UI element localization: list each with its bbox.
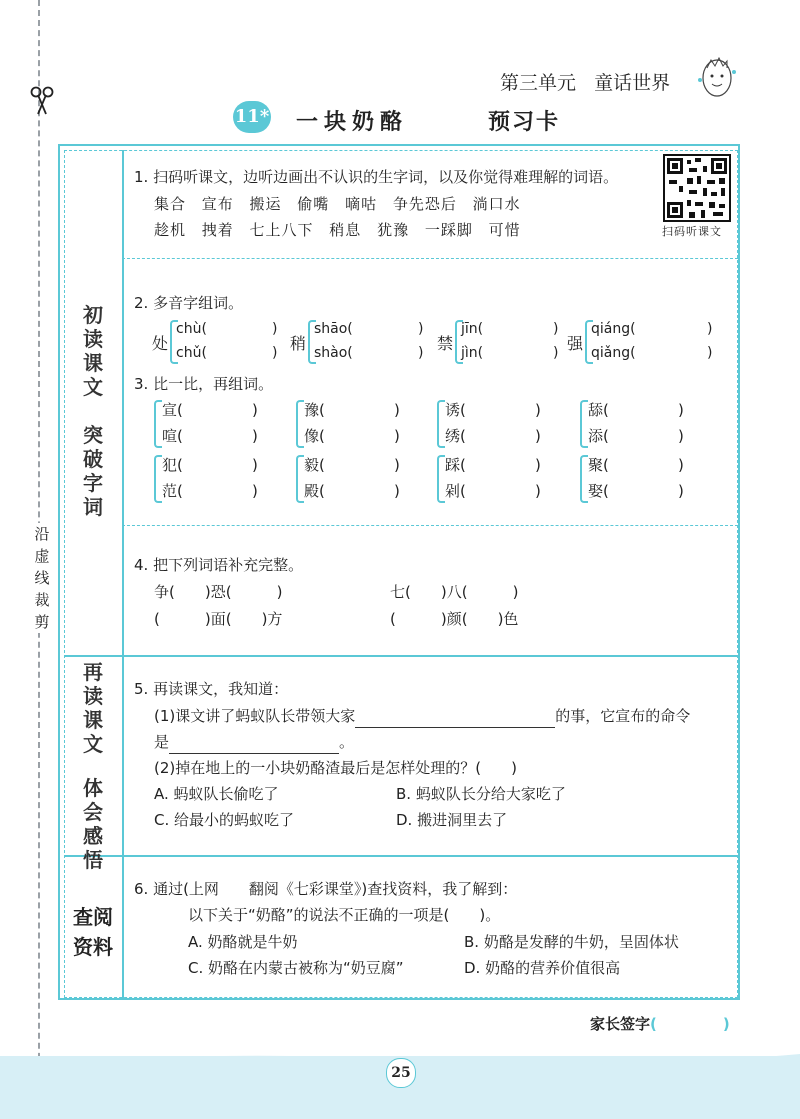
- compare-group: 聚( ) 娶( ): [580, 453, 700, 503]
- section-divider: [64, 655, 738, 657]
- polyphone-item: 强 qiáng( ) qiǎng( ): [567, 318, 717, 366]
- lesson-title: 一块奶酪: [296, 110, 409, 135]
- idiom-fill-1: 争( )恐( ): [154, 583, 283, 601]
- option-a[interactable]: A. 奶酪就是牛奶: [188, 933, 298, 951]
- option-c[interactable]: C. 奶酪在内蒙古被称为“奶豆腐”: [188, 959, 404, 977]
- unit-title: 第三单元 童话世界: [500, 72, 671, 94]
- compare-group: 踩( ) 剁( ): [437, 453, 557, 503]
- question-3: 3. 比一比，再组词。: [134, 375, 274, 393]
- section-divider: [64, 855, 738, 857]
- compare-group: 毅( ) 殿( ): [296, 453, 416, 503]
- compare-group: 犯( ) 范( ): [154, 453, 274, 503]
- page-number: 25: [386, 1058, 416, 1088]
- question-5: 5. 再读课文，我知道：: [134, 680, 289, 698]
- section-label-first-reading: 初 读 课 文 突 破 字 词: [83, 303, 103, 519]
- compare-group: 宣( ) 喧( ): [154, 398, 274, 448]
- column-divider: [122, 150, 124, 998]
- option-c[interactable]: C. 给最小的蚂蚁吃了: [154, 811, 295, 829]
- option-d[interactable]: D. 搬进洞里去了: [396, 811, 508, 829]
- polyphone-item: 处 chù( ) chǔ( ): [152, 318, 312, 366]
- q5-part1-line1: (1)课文讲了蚂蚁队长带领大家 的事，它宣布的命令: [154, 704, 690, 728]
- divider: [122, 258, 738, 259]
- q5-part1-line2: 是 。: [154, 730, 354, 754]
- q5-part2: (2)掉在地上的一小块奶酪渣最后是怎样处理的？( ): [154, 759, 517, 777]
- question-1: 1. 扫码听课文，边听边画出不认识的生字词，以及你觉得难理解的词语。: [134, 168, 619, 186]
- parent-signature[interactable]: 家长签字( ): [590, 1015, 730, 1033]
- idiom-fill-3: ( )面( )方: [154, 610, 283, 628]
- scissors-icon: [30, 86, 54, 116]
- option-b[interactable]: B. 蚂蚁队长分给大家吃了: [396, 785, 566, 803]
- question-4: 4. 把下列词语补充完整。: [134, 556, 304, 574]
- qr-caption: 扫码听课文: [662, 225, 722, 238]
- option-d[interactable]: D. 奶酪的营养价值很高: [464, 959, 621, 977]
- divider: [122, 525, 738, 526]
- option-a[interactable]: A. 蚂蚁队长偷吃了: [154, 785, 279, 803]
- egg-mascot-icon: [695, 50, 739, 100]
- section-label-research: 查阅 资料: [73, 905, 113, 959]
- compare-group: 豫( ) 像( ): [296, 398, 416, 448]
- q6-sub: 以下关于“奶酪”的说法不正确的一项是( )。: [188, 906, 501, 924]
- question-6: 6. 通过(上网 翻阅《七彩课堂》)查找资料，我了解到：: [134, 880, 518, 898]
- word-list-row-2: 趁机 拽着 七上八下 稍息 犹豫 一踩脚 可惜: [154, 221, 521, 239]
- cut-instruction: 沿 虚 线 裁 剪: [32, 523, 52, 633]
- lesson-number-badge: 11*: [233, 101, 271, 133]
- polyphone-item: 稍 shāo( ) shào( ): [290, 318, 440, 366]
- idiom-fill-4: ( )颜( )色: [390, 610, 519, 628]
- compare-group: 舔( ) 添( ): [580, 398, 700, 448]
- section-label-second-reading: 再 读 课 文 体 会 感 悟: [83, 660, 103, 872]
- word-list-row-1: 集合 宣布 搬运 偷嘴 嘀咕 争先恐后 淌口水: [154, 195, 521, 213]
- qr-code[interactable]: [663, 154, 731, 222]
- answer-blank[interactable]: [355, 709, 555, 728]
- polyphone-item: 禁 jīn( ) jìn( ): [437, 318, 567, 366]
- idiom-fill-2: 七( )八( ): [390, 583, 519, 601]
- card-title: 预习卡: [488, 110, 561, 135]
- option-b[interactable]: B. 奶酪是发酵的牛奶，呈固体状: [464, 933, 679, 951]
- question-2: 2. 多音字组词。: [134, 294, 244, 312]
- answer-blank[interactable]: [169, 735, 339, 754]
- compare-group: 诱( ) 绣( ): [437, 398, 557, 448]
